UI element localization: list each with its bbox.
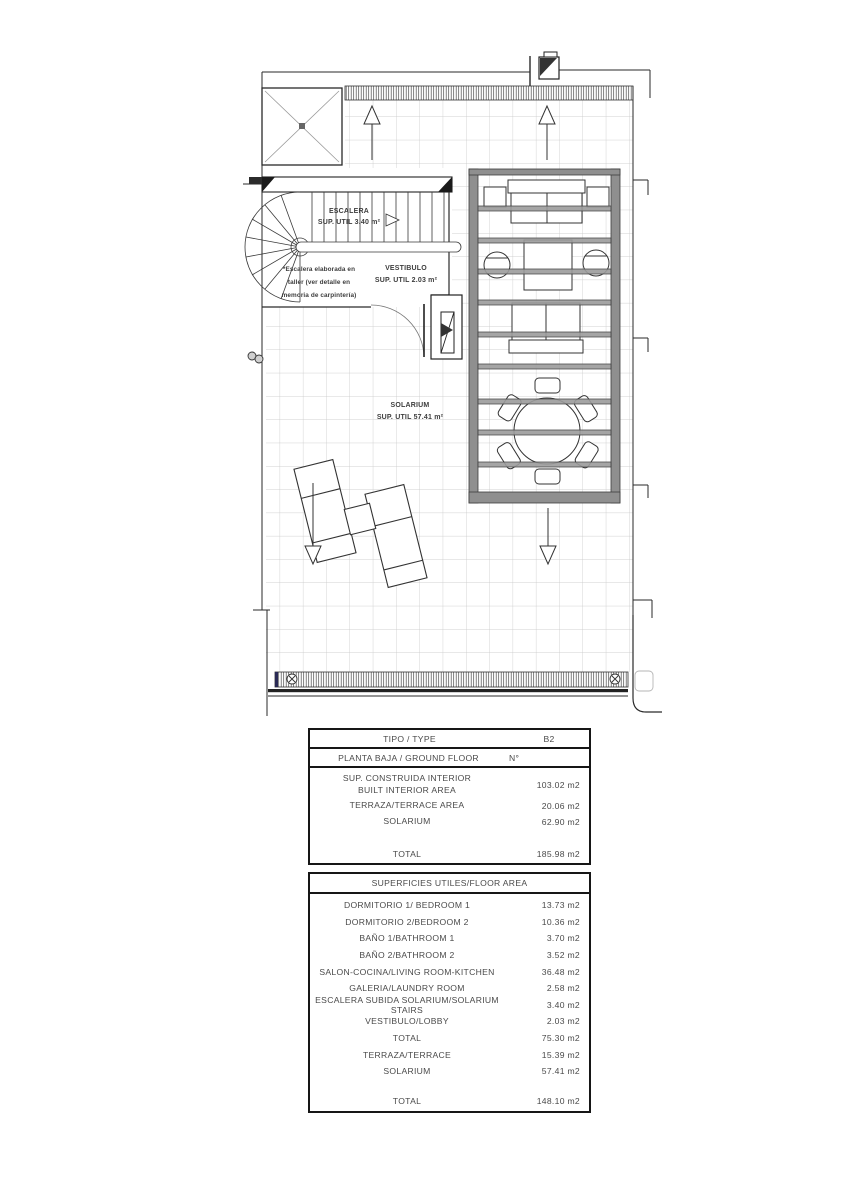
row-label: SOLARIUM [383, 1066, 431, 1077]
table-row [310, 930, 589, 947]
vestibulo-label: VESTIBULO [385, 265, 427, 272]
total-label: TOTAL [392, 848, 422, 859]
row-label: VESTIBULO/LOBBY [365, 1016, 449, 1027]
table-row [310, 1013, 589, 1030]
table-row [310, 1046, 589, 1063]
row-label [310, 773, 504, 796]
solarium-label: SOLARIUM [390, 402, 430, 409]
table-row [310, 1030, 589, 1047]
row-label: TERRAZA/TERRACE AREA [349, 800, 465, 811]
table-row [310, 771, 589, 798]
row-value: 3.52 m2 [546, 950, 580, 961]
row-value: 3.40 m2 [546, 999, 580, 1010]
planter-box [431, 295, 462, 359]
escalera-note-line2: taller (ver detalle en [287, 279, 351, 286]
areas-header-label: SUPERFICIES UTILES/FLOOR AREA [371, 878, 528, 888]
skylight [262, 88, 342, 165]
row-label: SOLARIUM [383, 816, 431, 827]
table-row [310, 730, 589, 749]
total-row [310, 844, 589, 863]
table-row [310, 749, 589, 768]
row-label: BAÑO 1/BATHROOM 1 [359, 933, 455, 944]
row-value: 2.03 m2 [546, 1016, 580, 1027]
row-value: 20.06 m2 [541, 801, 580, 811]
table-row [310, 994, 589, 1015]
row-label: DORMITORIO 2/BEDROOM 2 [345, 916, 469, 927]
row-label: SALON-COCINA/LIVING ROOM-KITCHEN [319, 966, 495, 977]
row-value: 36.48 m2 [541, 966, 580, 977]
escalera-note-line3: memoria de carpintería) [281, 292, 357, 299]
row-label-line2: BUILT INTERIOR AREA [357, 784, 457, 795]
table-row [310, 914, 589, 931]
floor-number-label: N° [509, 752, 520, 763]
floor-areas-table [308, 872, 591, 1113]
row-value: 10.36 m2 [541, 916, 580, 927]
built-area-table [308, 728, 591, 865]
solarium-area-label: SUP. UTIL 57.41 m² [376, 414, 444, 421]
row-value: 3.70 m2 [546, 933, 580, 944]
table-row [310, 963, 589, 980]
table-row [310, 814, 589, 830]
row-value: 13.73 m2 [541, 900, 580, 911]
row-value: 57.41 m2 [541, 1066, 580, 1077]
type-label: TIPO / TYPE [383, 733, 436, 744]
row-label: TERRAZA/TERRACE [362, 1049, 452, 1060]
table-header [310, 874, 589, 894]
row-value: 15.39 m2 [541, 1049, 580, 1060]
row-label: ESCALERA SUBIDA SOLARIUM/SOLARIUM STAIRS [315, 994, 499, 1015]
stair-beam [249, 177, 452, 192]
row-value: 62.90 m2 [541, 817, 580, 827]
table-row [310, 947, 589, 964]
total-value: 148.10 m2 [536, 1096, 580, 1107]
escalera-label: ESCALERA [328, 208, 370, 215]
row-value: 75.30 m2 [541, 1033, 580, 1044]
total-value: 185.98 m2 [536, 848, 580, 859]
total-label: TOTAL [392, 1096, 422, 1107]
row-label: DORMITORIO 1/ BEDROOM 1 [343, 900, 471, 911]
row-value: 103.02 m2 [536, 779, 580, 790]
table-row [310, 897, 589, 914]
row-label: GALERIA/LAUNDRY ROOM [349, 983, 465, 994]
escalera-note-line1: *Escalera elaborada en [282, 266, 356, 273]
type-value: B2 [543, 733, 555, 744]
row-value: 2.58 m2 [546, 983, 580, 994]
row-label: BAÑO 2/BATHROOM 2 [359, 950, 455, 961]
total-row [310, 1092, 589, 1111]
vestibulo-area-label: SUP. UTIL 2.03 m² [374, 277, 438, 284]
table-row [310, 1063, 589, 1080]
floor-label: PLANTA BAJA / GROUND FLOOR [338, 752, 479, 763]
table-row [310, 798, 589, 814]
row-label: TOTAL [392, 1033, 422, 1044]
row-label-line1: SUP. CONSTRUIDA INTERIOR [342, 772, 472, 783]
chimney-symbol [530, 52, 559, 86]
escalera-area-label: SUP. UTIL 3.40 m² [317, 219, 381, 226]
